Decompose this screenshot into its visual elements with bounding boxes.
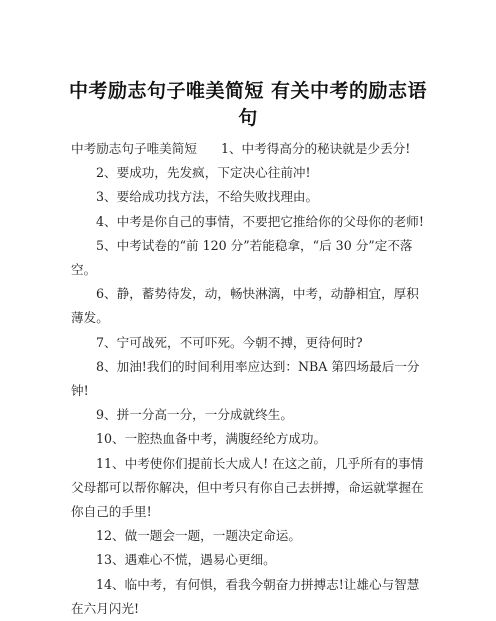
paragraph-10: 10、一腔热血备中考，满腹经纶方成功。 [96,431,327,447]
paragraph-7: 7、宁可战死，不可吓死。今朝不搏，更待何时? [96,334,363,350]
paragraph-2: 2、要成功，先发疯，下定决心往前冲! [96,165,311,181]
paragraph-13: 13、遇难心不慌，遇易心更细。 [96,552,276,568]
paragraph-1 [71,137,429,161]
document-body [71,137,429,621]
paragraph-5: 5、中考试卷的“前 120 分”若能稳拿，“后 30 分”定不落空。 [71,237,413,278]
paragraph-14: 14、临中考，有何惧，看我今朝奋力拼搏志!让雄心与智慧在六月闪光! [71,576,420,616]
paragraph-12: 12、做一题会一题，一题决定命运。 [96,528,301,544]
paragraph-4: 4、中考是你自己的事情，不要把它推给你的父母你的老师! [96,213,424,229]
intro-label: 中考励志句子唯美简短 [71,141,197,156]
document-title: 中考励志句子唯美简短 有关中考的励志语句 [68,80,428,129]
paragraph-6: 6、静，蓄势待发，动，畅快淋漓，中考，动静相宜，厚积薄发。 [71,286,419,326]
paragraph-9: 9、拼一分高一分，一分成就终生。 [96,407,293,423]
paragraph-3: 3、要给成功找方法，不给失败找理由。 [96,189,319,205]
paragraph-11: 11、中考使你们提前长大成人! 在这之前，几乎所有的事情父母都可以帮你解决，但中考只有你自己去拼搏，命运就掌握在你自己的手里! [71,455,424,520]
paragraph-1-text: 1、中考得高分的秘诀就是少丢分! [220,141,411,156]
paragraph-8: 8、加油!我们的时间利用率应达到：NBA 第四场最后一分钟! [71,358,420,399]
